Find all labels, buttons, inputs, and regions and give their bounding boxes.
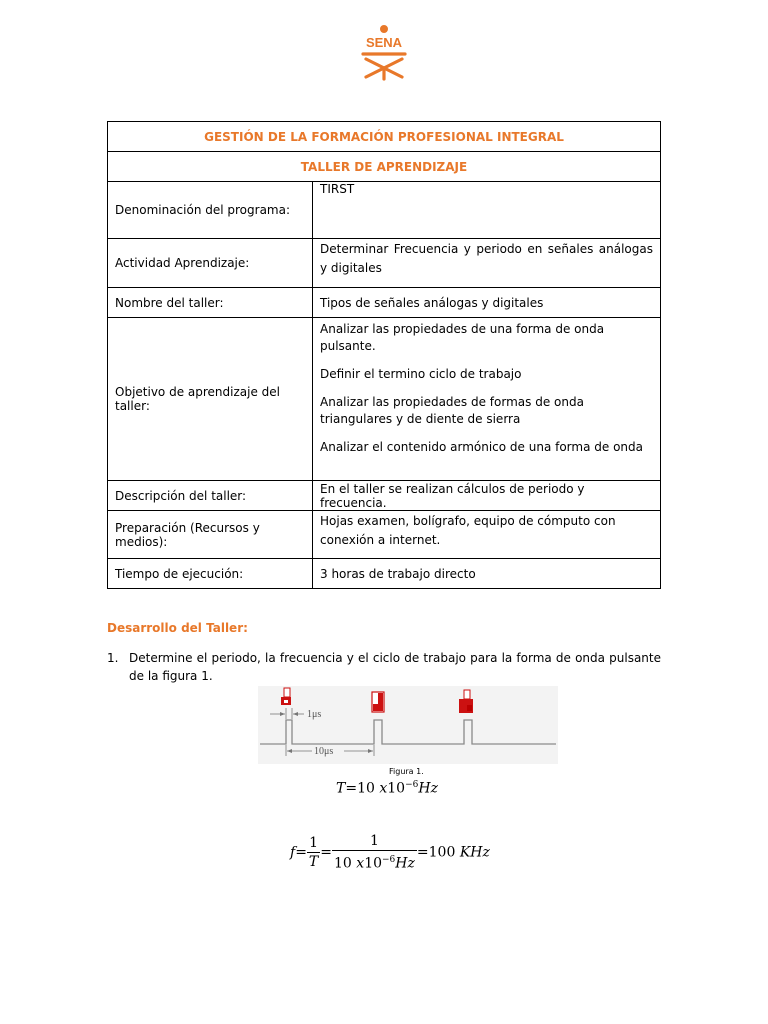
row-label: Preparación (Recursos y medios): — [108, 511, 313, 559]
eq-number: 10 — [357, 780, 375, 797]
sena-logo-text: SENA — [365, 35, 403, 50]
objective-item: Analizar las propiedades de formas de onda triangulares y de diente de sierra — [320, 395, 584, 426]
eq-numerator: 1 — [332, 832, 417, 851]
table-row — [108, 559, 661, 589]
eq-exponent: −6 — [382, 855, 396, 865]
row-value: Tipos de señales análogas y digitales — [313, 288, 661, 318]
objective-item: Analizar las propiedades de una forma de onda pulsante. — [320, 322, 605, 353]
figure-caption: Figura 1. — [389, 767, 424, 776]
table-row — [108, 182, 661, 239]
pulse-width-label: 1μs — [307, 709, 322, 720]
eq-denominator: T — [308, 853, 319, 870]
row-label: Denominación del programa: — [108, 182, 313, 239]
period-label: 10μs — [314, 746, 334, 757]
eq-unit: Hz — [418, 780, 438, 797]
question-1 — [107, 649, 661, 685]
eq-exponent: −6 — [405, 780, 419, 790]
row-label: Objetivo de aprendizaje del taller: — [108, 318, 313, 481]
pulse-waveform-figure — [258, 686, 558, 764]
workshop-info-table — [107, 121, 661, 589]
eq-variable: f — [290, 844, 296, 861]
row-label: Descripción del taller: — [108, 481, 313, 511]
question-text: Determine el periodo, la frecuencia y el ciclo de trabajo para la forma de onda pulsante de la figura 1. — [129, 651, 661, 683]
eq-operator: x — [379, 780, 388, 797]
table-row — [108, 511, 661, 559]
question-number: 1. — [107, 651, 119, 665]
row-value: 3 horas de trabajo directo — [313, 559, 661, 589]
frequency-equation: f= $\frac{1}{T}$ = $\frac{1}{10 x10^{-6}Hz}$ =100 KHz — [290, 833, 490, 872]
row-value: TIRST — [313, 182, 661, 239]
row-value: Determinar Frecuencia y periodo en señales análogas y digitales — [313, 239, 661, 288]
row-label: Tiempo de ejecución: — [108, 559, 313, 589]
eq-number: 10 — [364, 855, 383, 872]
row-value: En el taller se realizan cálculos de periodo y frecuencia. — [313, 481, 661, 511]
eq-variable: T — [336, 780, 346, 797]
eq-unit: Hz — [395, 855, 415, 872]
table-row — [108, 288, 661, 318]
eq-numerator: 1 — [307, 834, 320, 853]
table-row — [108, 481, 661, 511]
objective-item: Definir el termino ciclo de trabajo — [320, 367, 522, 381]
table-header-subtitle: TALLER DE APRENDIZAJE — [108, 152, 661, 182]
row-label: Actividad Aprendizaje: — [108, 239, 313, 288]
table-header-title: GESTIÓN DE LA FORMACIÓN PROFESIONAL INTEGRAL — [108, 122, 661, 152]
table-row — [108, 239, 661, 288]
sena-logo — [356, 24, 412, 82]
eq-fraction — [307, 834, 320, 871]
table-row — [108, 318, 661, 481]
eq-fraction — [332, 832, 417, 873]
eq-unit: KHz — [459, 844, 490, 861]
eq-result: 100 — [428, 844, 456, 861]
row-value: Hojas examen, bolígrafo, equipo de cómputo con conexión a internet. — [313, 511, 661, 559]
section-title: Desarrollo del Taller: — [107, 621, 248, 635]
hand-marker-icon — [372, 692, 384, 712]
objective-item: Analizar el contenido armónico de una forma de onda — [320, 440, 643, 454]
period-equation: T=10 $x10^{-6}Hz$ — [336, 780, 438, 797]
eq-number: 10 — [334, 855, 352, 872]
objectives-list — [313, 318, 661, 481]
eq-number: 10 — [387, 780, 406, 797]
eq-operator: x — [356, 855, 365, 872]
row-label: Nombre del taller: — [108, 288, 313, 318]
